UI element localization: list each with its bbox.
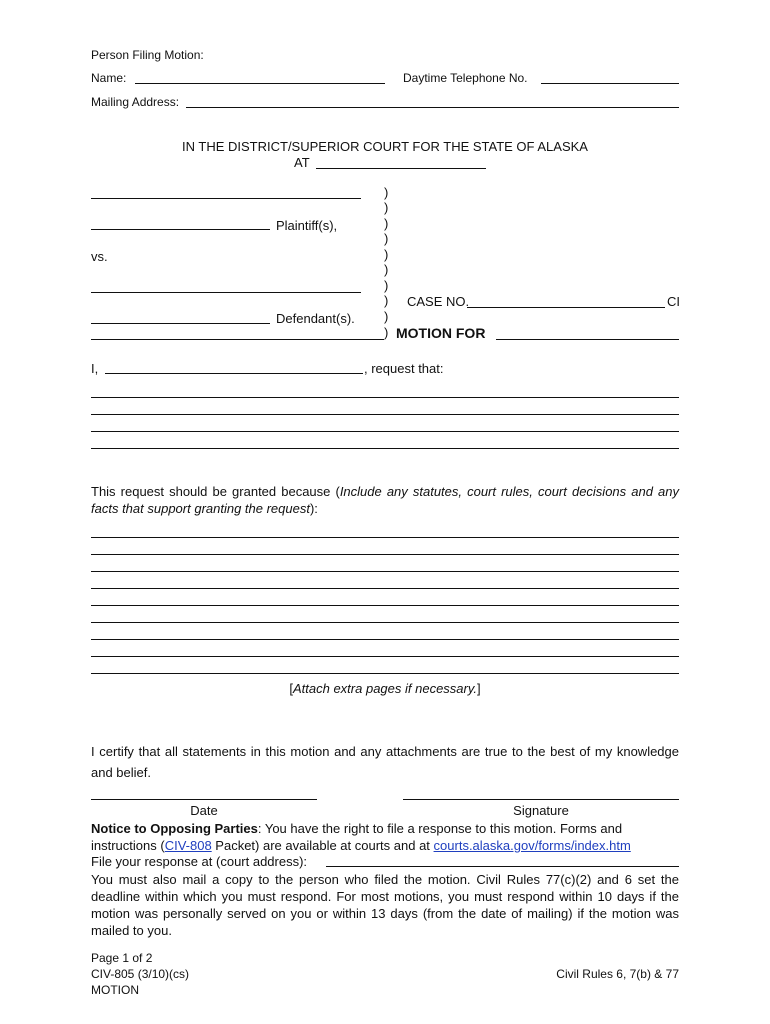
paren-9: )	[384, 309, 389, 324]
attach-note	[91, 681, 679, 696]
phone-label: Daytime Telephone No.	[403, 71, 528, 85]
reason-line-3[interactable]	[91, 571, 679, 572]
plaintiffs-label: Plaintiff(s),	[276, 218, 338, 233]
name-input-line[interactable]	[135, 83, 385, 84]
case-suffix: CI	[667, 294, 680, 309]
case-no-label: CASE NO.	[407, 294, 470, 309]
address-label: Mailing Address:	[91, 95, 180, 109]
reason-close-text: ):	[309, 501, 318, 516]
form-number: CIV-805 (3/10)(cs)	[91, 967, 190, 981]
caption-bottom-line	[91, 339, 384, 340]
attach-close: ]	[477, 681, 481, 696]
courts-forms-link[interactable]: courts.alaska.gov/forms/index.htm	[433, 838, 631, 853]
mail-notice-text: You must also mail a copy to the person who filed the motion. Civil Rules 77(c)(2) and 6 set the deadline within which you must respond. For most motions, you must respond within 10 days if the motion was personally served on you or within 13 days (from the date of mailing) if the motion was mailed to you.	[91, 872, 679, 938]
paren-4: )	[384, 231, 389, 246]
request-line-3[interactable]	[91, 431, 679, 432]
court-location-line[interactable]	[316, 168, 486, 169]
case-no-input-line[interactable]	[467, 307, 665, 308]
reason-line-8[interactable]	[91, 656, 679, 657]
paren-1: )	[384, 185, 389, 200]
reason-line-2[interactable]	[91, 554, 679, 555]
reason-intro-text: This request should be granted because (	[91, 484, 340, 499]
paren-7: )	[384, 278, 389, 293]
plaintiff-name-line-1[interactable]	[91, 198, 361, 199]
paren-8: )	[384, 293, 389, 308]
certify-text: I certify that all statements in this motion and any attachments are true to the best of my knowledge and belief.	[91, 744, 679, 780]
address-input-line[interactable]	[186, 107, 679, 108]
reason-intro	[91, 483, 679, 517]
paren-6: )	[384, 262, 389, 277]
civil-rules: Civil Rules 6, 7(b) & 77	[556, 967, 679, 981]
paren-2: )	[384, 200, 389, 215]
defendants-label: Defendant(s).	[276, 311, 355, 326]
person-filing-label: Person Filing Motion:	[91, 48, 204, 62]
paren-5: )	[384, 247, 389, 262]
i-label: I,	[91, 361, 99, 376]
notice-text-1: : You have the right to file a response to this motion. Forms and instructions (	[91, 821, 623, 853]
defendant-name-line-2[interactable]	[91, 323, 270, 324]
attach-open: [	[289, 681, 293, 696]
civ-808-link[interactable]: CIV-808	[164, 838, 212, 853]
paren-3: )	[384, 216, 389, 231]
reason-line-9[interactable]	[91, 673, 679, 674]
reason-line-4[interactable]	[91, 588, 679, 589]
signature-input-line[interactable]	[403, 799, 679, 800]
reason-line-5[interactable]	[91, 605, 679, 606]
motion-for-label: MOTION FOR	[396, 325, 486, 341]
request-line-4[interactable]	[91, 448, 679, 449]
response-address-line[interactable]	[326, 866, 679, 867]
request-that-label: , request that:	[364, 361, 444, 376]
attach-text: Attach extra pages if necessary.	[292, 681, 478, 696]
reason-line-1[interactable]	[91, 537, 679, 538]
motion-for-input-line[interactable]	[496, 339, 679, 340]
court-title: IN THE DISTRICT/SUPERIOR COURT FOR THE STATE OF ALASKA	[182, 139, 588, 154]
reason-line-6[interactable]	[91, 622, 679, 623]
form-name: MOTION	[91, 983, 139, 997]
notice-title: Notice to Opposing Parties	[91, 821, 258, 836]
reason-line-7[interactable]	[91, 639, 679, 640]
defendant-name-line-1[interactable]	[91, 292, 361, 293]
date-label: Date	[190, 803, 218, 818]
court-at-label: AT	[294, 155, 310, 170]
name-label: Name:	[91, 71, 127, 85]
date-input-line[interactable]	[91, 799, 317, 800]
requester-name-line[interactable]	[105, 373, 363, 374]
phone-input-line[interactable]	[541, 83, 679, 84]
reason-italic-text: Include any statutes, court rules, court decisions and any facts that support granting the request	[91, 484, 679, 516]
plaintiff-name-line-2[interactable]	[91, 229, 270, 230]
response-address-label: File your response at (court address):	[91, 854, 308, 869]
page-number: Page 1 of 2	[91, 951, 153, 965]
paren-10: )	[384, 325, 389, 340]
vs-label: vs.	[91, 249, 108, 264]
request-line-2[interactable]	[91, 414, 679, 415]
notice-paragraph	[91, 820, 679, 854]
request-line-1[interactable]	[91, 397, 679, 398]
signature-label: Signature	[513, 803, 569, 818]
notice-text-2: Packet) are available at courts and at	[211, 838, 434, 853]
